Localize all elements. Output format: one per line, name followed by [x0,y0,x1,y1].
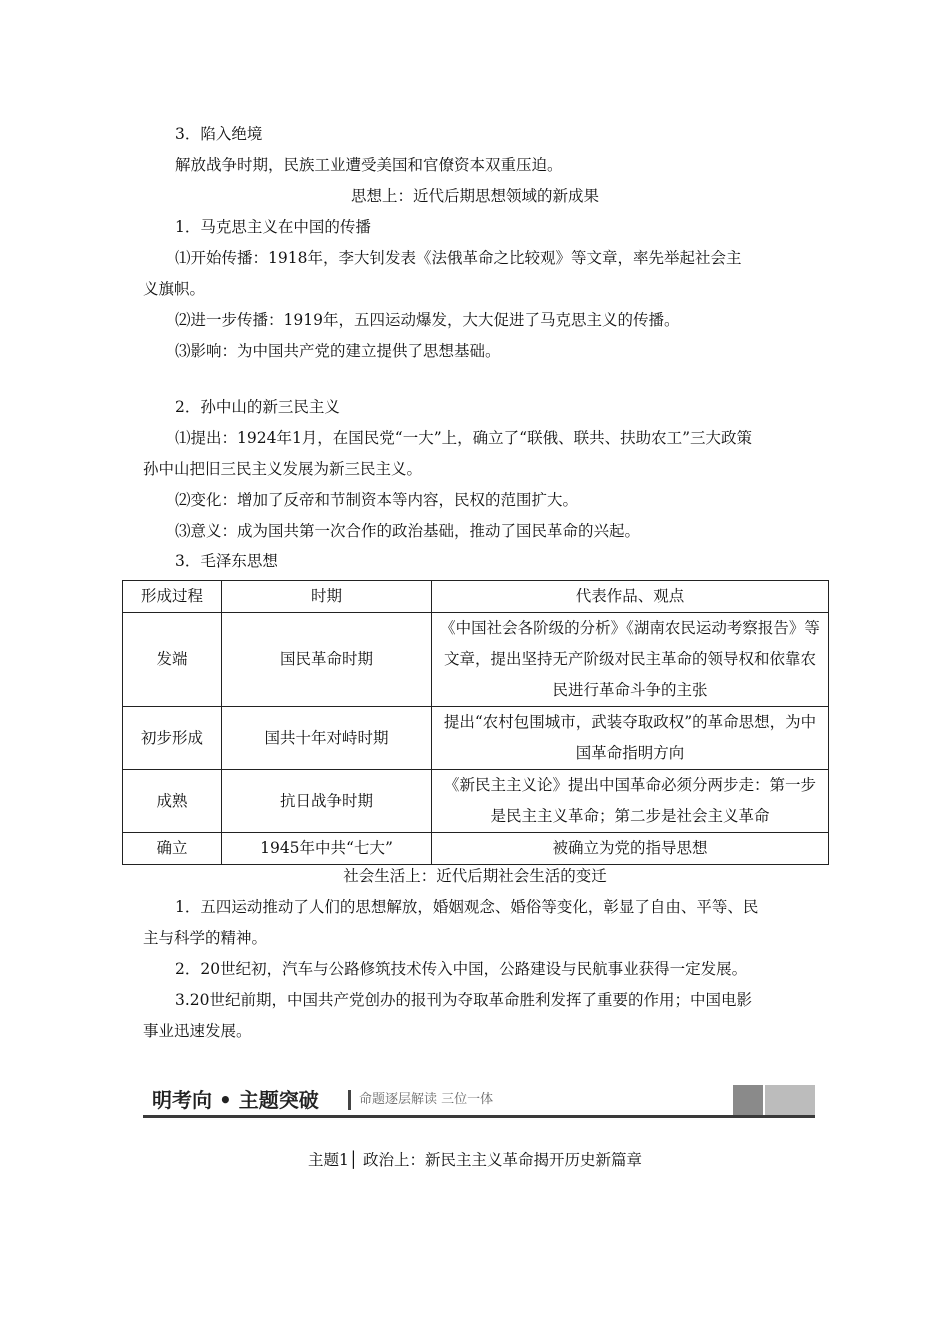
banner-separator [348,1090,351,1110]
sec3-title: 3．陷入绝境 [175,125,263,143]
period-cell: 国共十年对峙时期 [222,707,432,770]
marx-p1b: 义旗帜。 [143,280,206,298]
sec3-body: 解放战争时期，民族工业遭受美国和官僚资本双重压迫。 [175,156,563,174]
period-cell: 国民革命时期 [222,613,432,707]
content-cell: 《中国社会各阶级的分析》《湖南农民运动考察报告》等文章，提出坚持无产阶级对民主革命的领导权和依靠农民进行革命斗争的主张 [432,613,829,707]
mao-thought-table [122,580,829,865]
banner-dark-block [733,1085,763,1115]
stage-cell: 发端 [123,613,222,707]
marx-p3: ⑶影响：为中国共产党的建立提供了思想基础。 [175,342,501,360]
sun-p3: ⑶意义：成为国共第一次合作的政治基础，推动了国民革命的兴起。 [175,522,641,540]
mao-title: 3．毛泽东思想 [175,552,278,570]
table-row [123,707,829,770]
table-header-cell: 形成过程 [123,581,222,613]
period-cell: 抗日战争时期 [222,770,432,833]
social-p3a: 3.20世纪前期，中国共产党创办的报刊为夺取革命胜利发挥了重要的作用；中国电影 [175,991,753,1009]
stage-cell: 初步形成 [123,707,222,770]
table-header-cell: 代表作品、观点 [432,581,829,613]
banner-title: 明考向 • 主题突破 [152,1088,319,1112]
banner-light-block [765,1085,815,1115]
sun-p1a: ⑴提出：1924年1月，在国民党“一大”上，确立了“联俄、联共、扶助农工”三大政策 [175,429,753,447]
table-row [123,833,829,865]
social-p2: 2．20世纪初，汽车与公路修筑技术传入中国，公路建设与民航事业获得一定发展。 [175,960,748,978]
table-row [123,613,829,707]
social-p1b: 主与科学的精神。 [143,929,268,947]
banner-rule [143,1115,815,1118]
content-cell: 被确立为党的指导思想 [432,833,829,865]
marx-p2: ⑵进一步传播：1919年，五四运动爆发，大大促进了马克思主义的传播。 [175,311,680,329]
topic1-heading: 主题1│ 政治上：新民主主义革命揭开历史新篇章 [307,1151,643,1169]
marx-p1a: ⑴开始传播：1918年，李大钊发表《法俄革命之比较观》等文章，率先举起社会主 [175,249,742,267]
social-heading: 社会生活上：近代后期社会生活的变迁 [343,867,607,885]
content-cell: 提出“农村包围城市，武装夺取政权”的革命思想，为中国革命指明方向 [432,707,829,770]
sun-p1b: 孙中山把旧三民主义发展为新三民主义。 [143,460,423,478]
stage-cell: 确立 [123,833,222,865]
sun-p2: ⑵变化：增加了反帝和节制资本等内容，民权的范围扩大。 [175,491,579,509]
stage-cell: 成熟 [123,770,222,833]
table-header-cell: 时期 [222,581,432,613]
sun-title: 2．孙中山的新三民主义 [175,398,340,416]
table-header-row [123,581,829,613]
content-cell: 《新民主主义论》提出中国革命必须分两步走：第一步是民主主义革命；第二步是社会主义革命 [432,770,829,833]
social-p3b: 事业迅速发展。 [143,1022,252,1040]
banner-subtitle: 命题逐层解读 三位一体 [359,1092,494,1107]
table-row [123,770,829,833]
thought-heading: 思想上：近代后期思想领域的新成果 [350,187,599,205]
marx-title: 1．马克思主义在中国的传播 [175,218,371,236]
section-banner [143,1085,815,1118]
social-p1a: 1．五四运动推动了人们的思想解放，婚姻观念、婚俗等变化，彰显了自由、平等、民 [175,898,759,916]
period-cell: 1945年中共“七大” [222,833,432,865]
